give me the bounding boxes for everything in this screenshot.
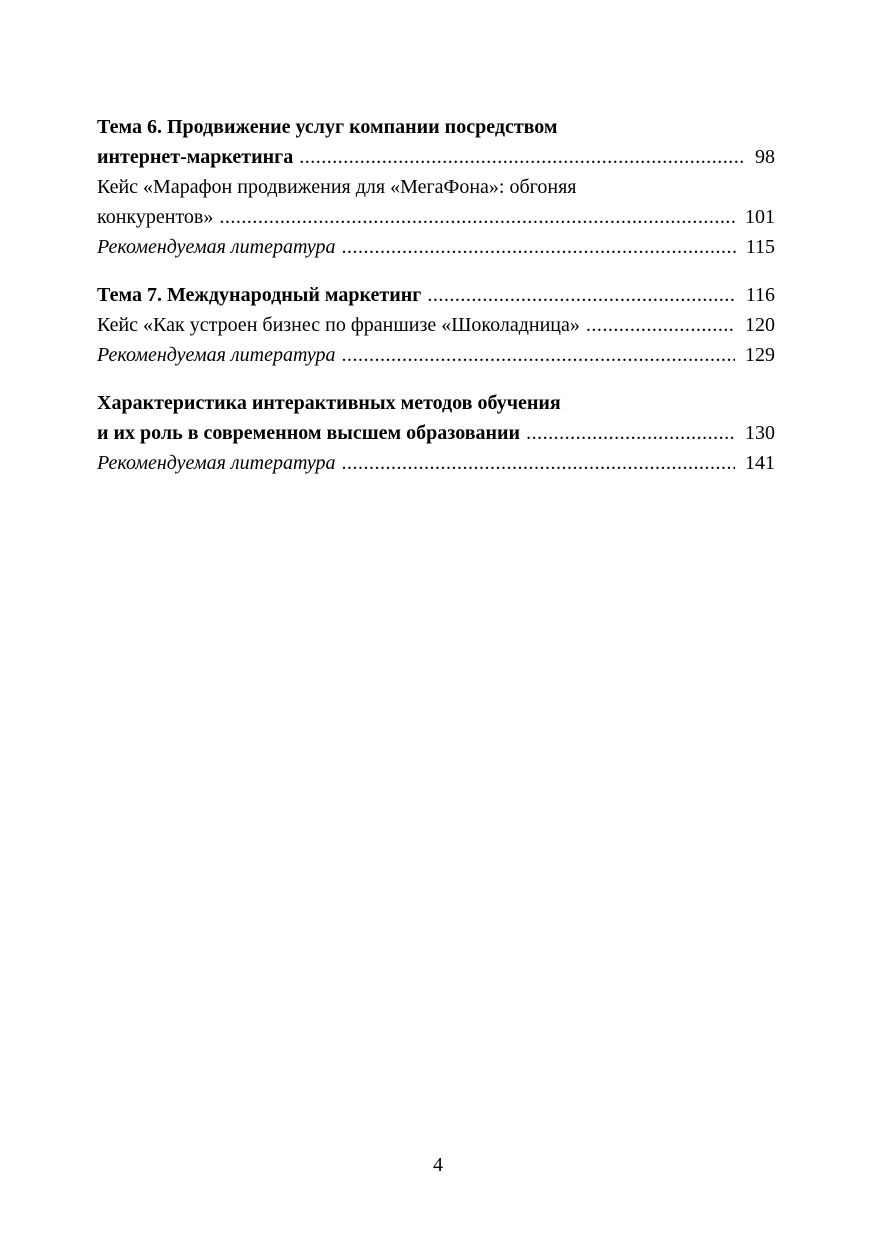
toc-entry-title-line: Характеристика интерактивных методов обучения [97, 392, 561, 414]
toc-entry-last-line [97, 142, 775, 172]
toc-entry-title-line: Кейс «Как устроен бизнес по франшизе «Шоколадница» [97, 314, 580, 336]
toc-page-number: 129 [745, 344, 775, 366]
toc-section-6 [97, 112, 775, 262]
dot-leader [299, 142, 745, 172]
dot-leader [586, 310, 735, 340]
toc-entry-title-line: Тема 6. Продвижение услуг компании посредством [97, 116, 558, 138]
toc-entry-last-line [97, 202, 775, 232]
table-of-contents [97, 112, 775, 478]
toc-entry-title-line: и их роль в современном высшем образовании [97, 422, 521, 444]
toc-entry-last-line [97, 448, 775, 478]
toc-entry-literature-7 [97, 340, 775, 370]
dot-leader [342, 448, 735, 478]
toc-entry-title-line: Кейс «Марафон продвижения для «МегаФона»: обгоняя [97, 176, 577, 198]
toc-entry-last-line [97, 232, 775, 262]
toc-entry-title-line: Тема 7. Международный маркетинг [97, 284, 422, 306]
toc-entry-title-line: интернет-маркетинга [97, 146, 294, 168]
toc-page-number: 130 [745, 422, 775, 444]
toc-entry-topic-6 [97, 112, 775, 172]
toc-section-7 [97, 280, 775, 370]
toc-entry-literature-8 [97, 448, 775, 478]
toc-entry-title-line: Рекомендуемая литература [97, 452, 336, 474]
page-number: 4 [433, 1154, 443, 1176]
toc-entry-title-line: Рекомендуемая литература [97, 236, 336, 258]
toc-entry-interactive-methods [97, 388, 775, 448]
dot-leader [526, 418, 735, 448]
toc-page-number: 120 [745, 314, 775, 336]
toc-entry-literature-6 [97, 232, 775, 262]
dot-leader [342, 232, 736, 262]
toc-page-number: 115 [745, 236, 775, 258]
toc-entry-title-line: Рекомендуемая литература [97, 344, 336, 366]
toc-page-number: 116 [745, 284, 775, 306]
dot-leader [219, 202, 735, 232]
toc-entry-last-line [97, 310, 775, 340]
toc-entry-case-shokoladnitsa [97, 310, 775, 340]
toc-entry-case-megafon [97, 172, 775, 232]
toc-page-number: 98 [755, 146, 775, 168]
toc-page-number: 141 [745, 452, 775, 474]
toc-entry-topic-7 [97, 280, 775, 310]
toc-entry-last-line [97, 418, 775, 448]
toc-entry-last-line [97, 340, 775, 370]
toc-page-number: 101 [745, 206, 775, 228]
dot-leader [427, 280, 735, 310]
toc-entry-last-line [97, 280, 775, 310]
toc-entry-title-line: конкурентов» [97, 206, 214, 228]
dot-leader [342, 340, 735, 370]
toc-section-interactive-methods [97, 388, 775, 478]
